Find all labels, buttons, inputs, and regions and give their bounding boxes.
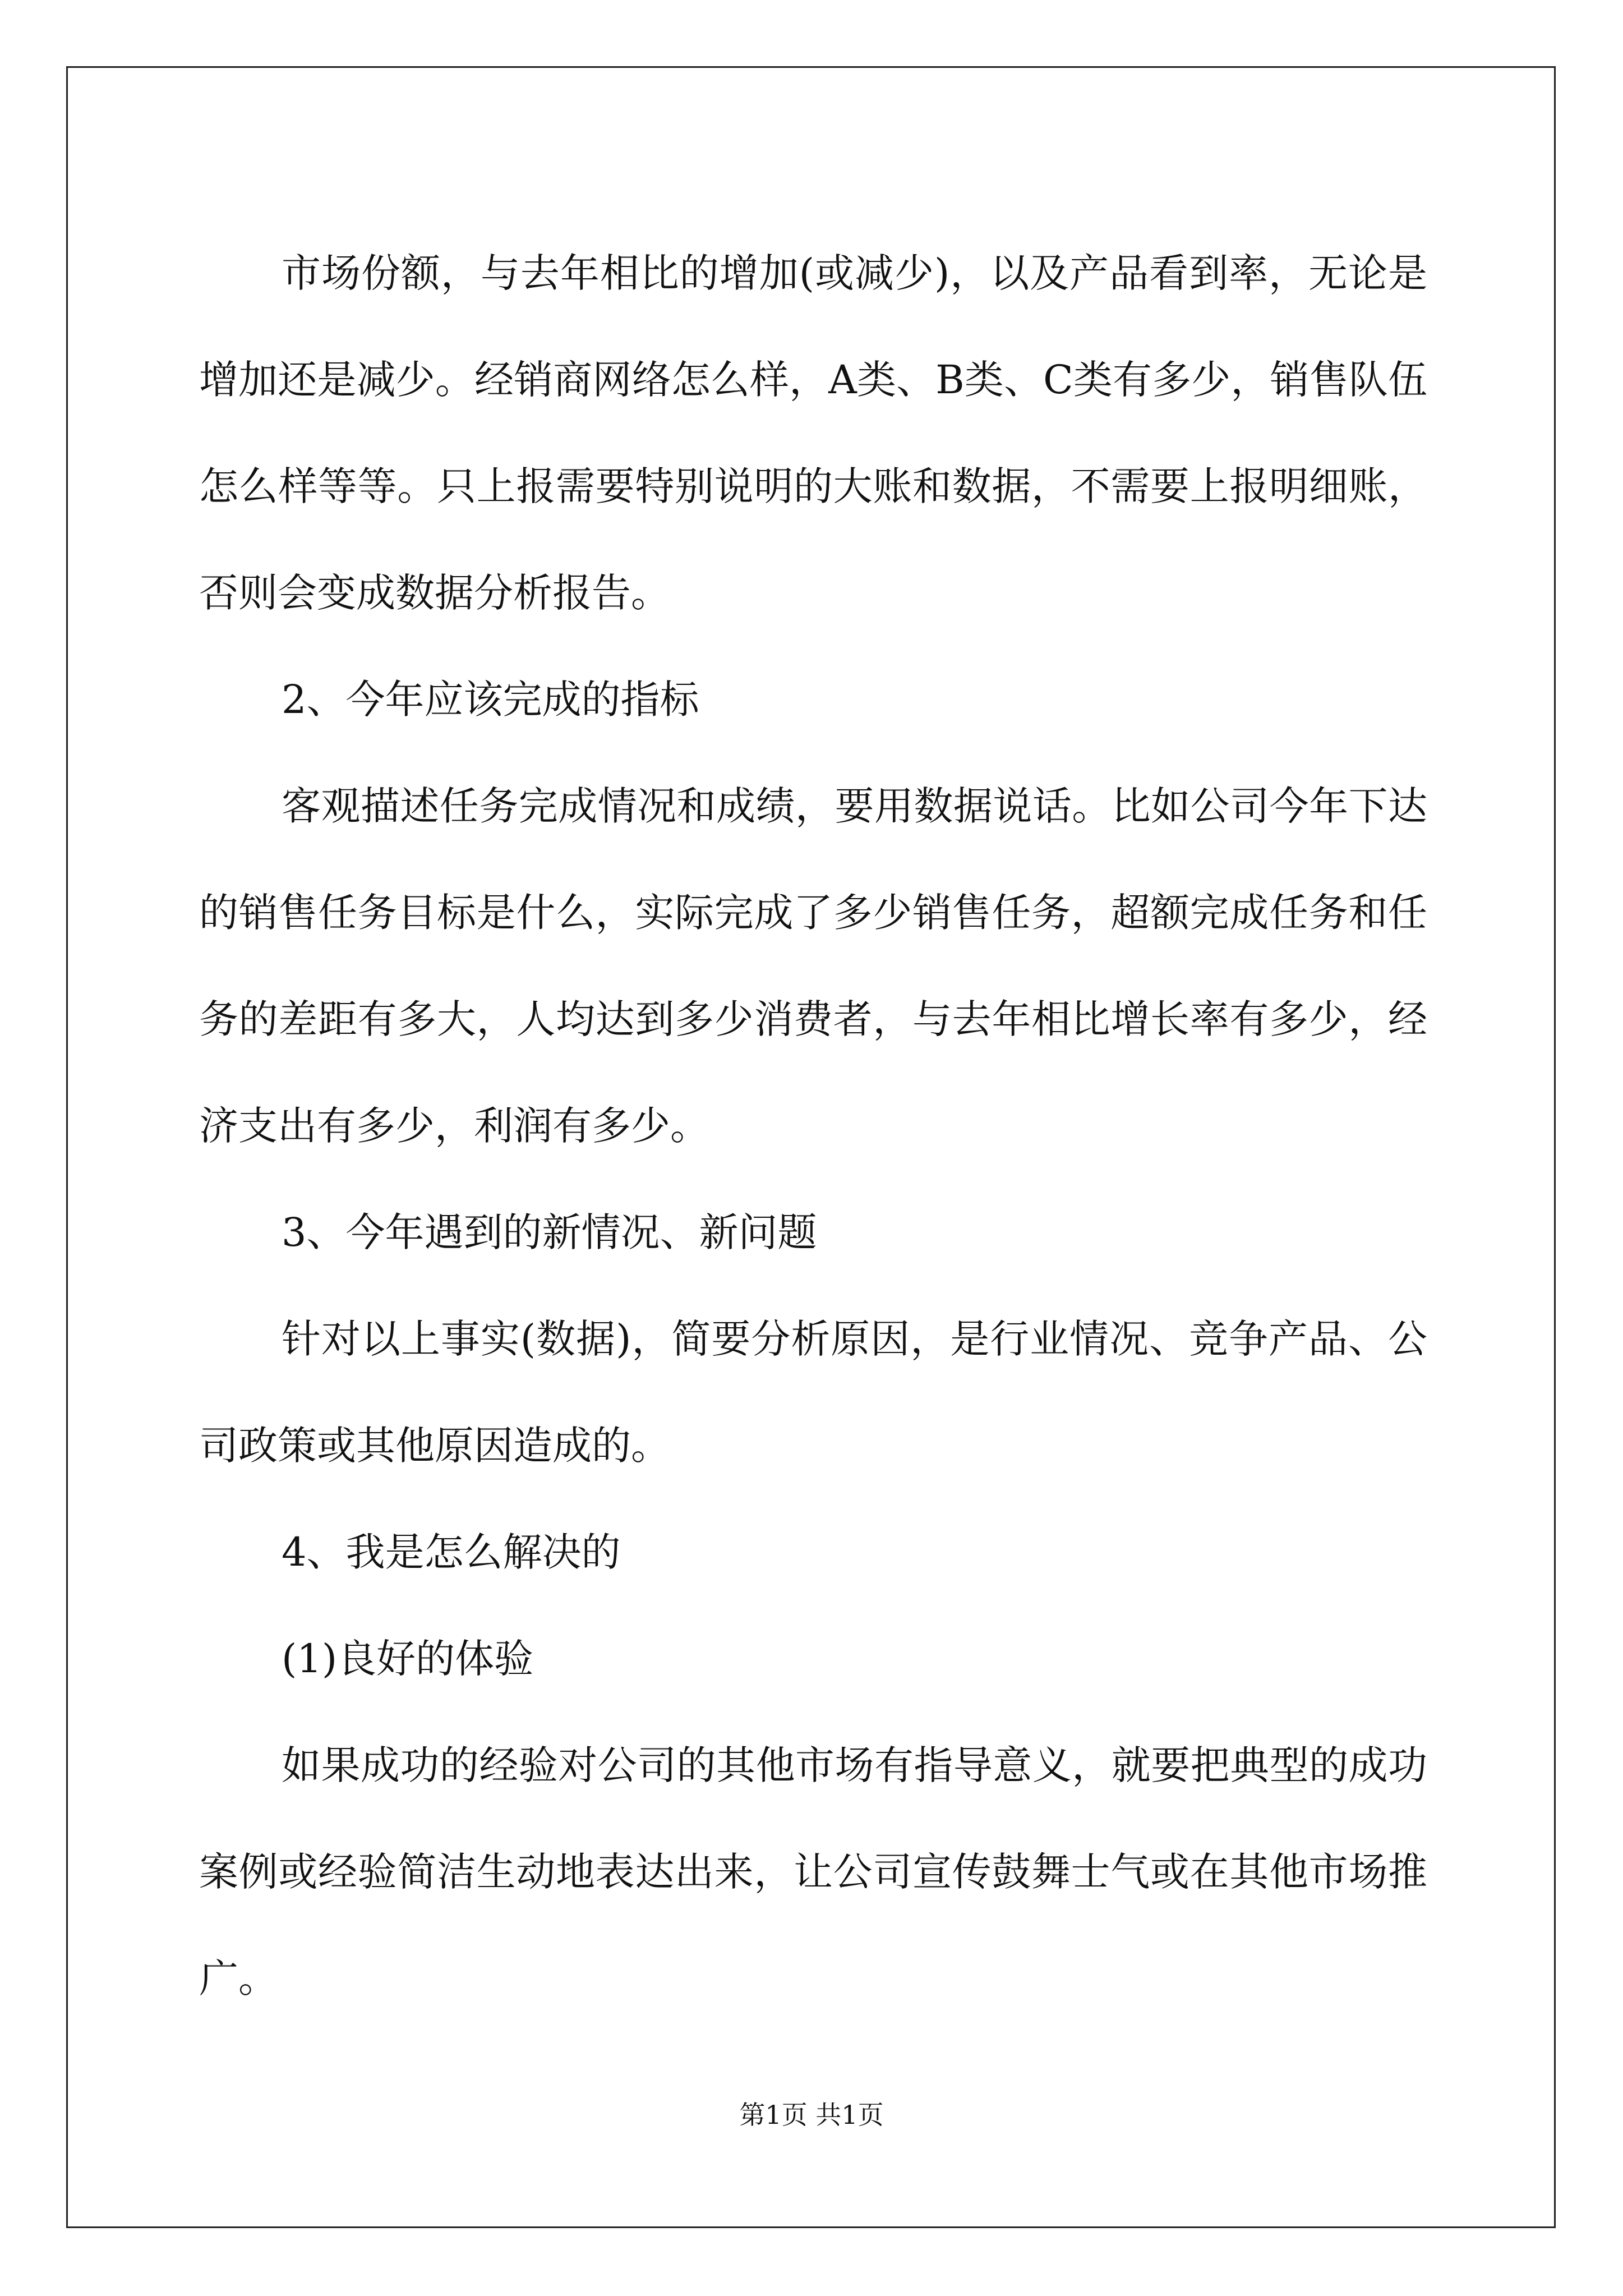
heading-how-solved: 4、我是怎么解决的 [282,1529,621,1575]
document-body [199,220,1427,2032]
heading-new-problems: 3、今年遇到的新情况、新问题 [282,1209,817,1255]
page-footer: 第1页 共1页 [739,2100,884,2130]
subheading-good-experience: (1)良好的体验 [282,1636,534,1682]
paragraph-cause-analysis: 针对以上事实(数据)，简要分析原因，是行业情况、竞争产品、公司政策或其他原因造成的。 [199,1316,1427,1469]
heading-annual-targets: 2、今年应该完成的指标 [282,677,699,723]
paragraph-market-share: 市场份额，与去年相比的增加(或减少)，以及产品看到率，无论是增加还是减少。经销商网络怎么样，A类、B类、C类有多少，销售队伍怎么样等等。只上报需要特别说明的大账和数据，不需要上报明细账，否则会变成数据分析报告。 [199,250,1427,616]
paragraph-task-completion: 客观描述任务完成情况和成绩，要用数据说话。比如公司今年下达的销售任务目标是什么，实际完成了多少销售任务，超额完成任务和任务的差距有多大，人均达到多少消费者，与去年相比增长率有多少，经济支出有多少，利润有多少。 [199,783,1427,1149]
paragraph-success-cases: 如果成功的经验对公司的其他市场有指导意义，就要把典型的成功案例或经验简洁生动地表达出来，让公司宣传鼓舞士气或在其他市场推广。 [199,1742,1427,2001]
